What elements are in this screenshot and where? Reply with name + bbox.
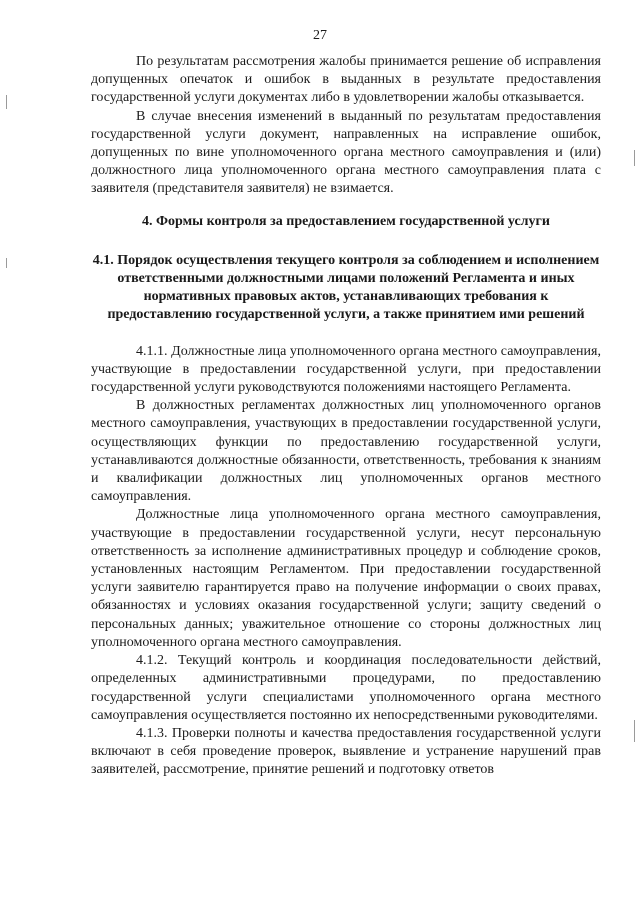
paragraph-complaint-decision: По результатам рассмотрения жалобы принимается решение об исправления допущенных опечаток и ошибок в выданных в результате предоставления государственной услуги документах либо в удовлетворении жалобы отказывается. [91,54,601,106]
paragraph-fee-exemption: В случае внесения изменений в выданный по результатам предоставления государственной услуги документ, направленных на исправление ошибок, допущенных по вине уполномоченного органа местного самоуправления и (или) должностного лица уполномоченного органа местного самоуправления плата с заявителя (представителя заявителя) не взимается. [91,108,601,197]
paragraph-official-regulations: В должностных регламентах должностных лиц уполномоченного органов местного самоуправления, участвующих в предоставлении государственной услуги, осуществляющих функции по предоставлению государственной услуги, устанавливаются должностные обязанности, ответственность, требования к знаниям и квалификации должностных лиц уполномоченных органов местного самоуправления. [91,398,601,505]
paragraph-4-1-1: 4.1.1. Должностные лица уполномоченного органа местного самоуправления, участвующие в предоставлении государственной услуги, при предоставлении государственной услуги руководствуются положениями настоящего Регламента. [91,343,601,396]
paragraph-4-1-3: 4.1.3. Проверки полноты и качества предоставления государственной услуги включают в себя проведение проверок, выявление и устранение нарушений прав заявителей, рассмотрение, принятие решений и подготовку ответов [91,725,601,778]
scan-margin-mark-right [634,720,635,742]
scan-margin-mark-left [6,95,7,109]
subsection-heading: 4.1. Порядок осуществления текущего контроля за соблюдением и исполнением ответственными должностными лицами положений Регламента и иных нормативных правовых актов, устанавливающих требования к предоставлению государственной услуги, а также принятием ими решений [92,252,600,323]
document-body [91,53,601,780]
page-number: 27 [313,28,327,43]
scan-margin-mark-left [6,258,7,268]
section-heading: 4. Формы контроля за предоставлением государственной услуги [142,213,550,229]
paragraph-personal-responsibility: Должностные лица уполномоченного органа местного самоуправления, участвующие в предоставлении государственной услуги, несут персональную ответственность за исполнение административных процедур и соблюдение сроков, установленных настоящим Регламентом. При предоставлении государственной услуги заявителю гарантируется право на получение информации о своих правах, обязанностях и условиях оказания государственной услуги; защиту сведений о персональных данных; уважительное отношение со стороны должностных лиц уполномоченного органа местного самоуправления. [91,507,601,650]
paragraph-4-1-2: 4.1.2. Текущий контроль и координация последовательности действий, определенных административными процедурами, по предоставлению государственной услуги специалистами уполномоченного органа местного самоуправления осуществляется постоянно их непосредственными руководителями. [91,653,601,723]
scan-margin-mark-right [634,150,635,166]
